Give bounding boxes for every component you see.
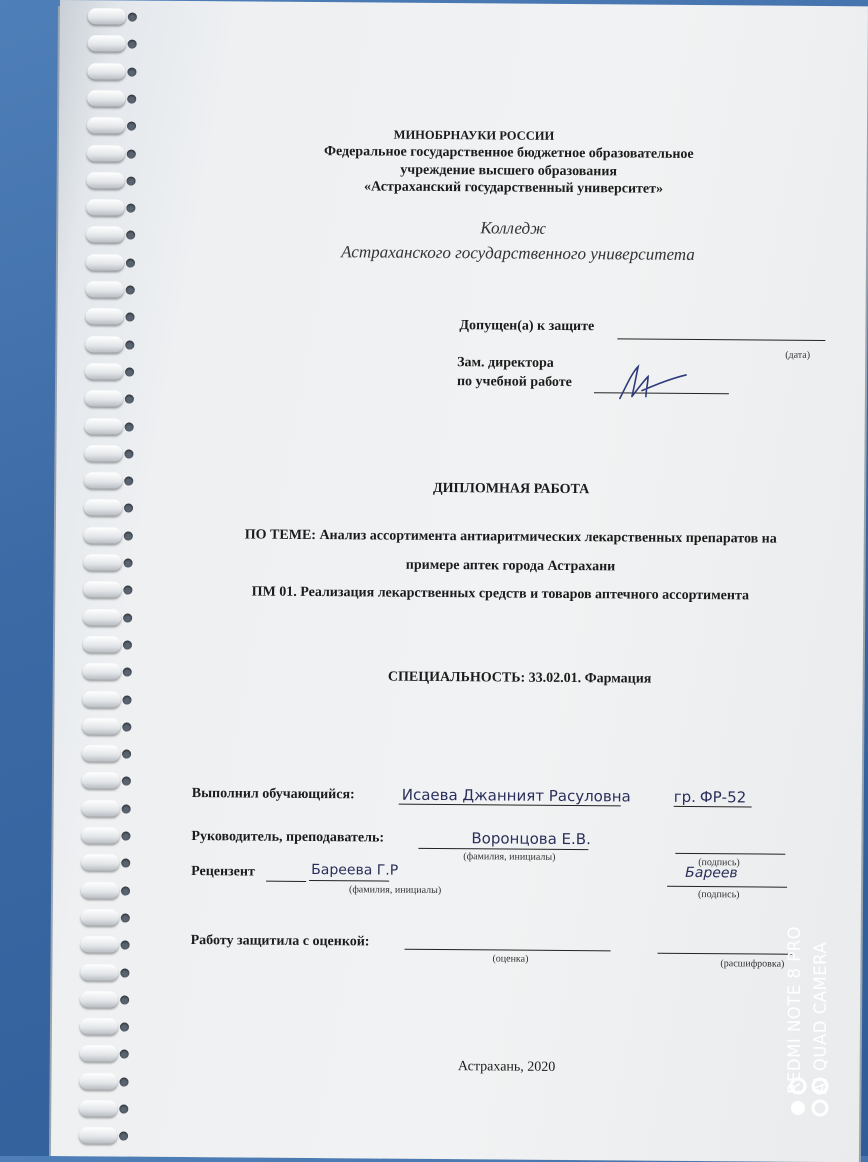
document-page <box>51 0 868 1162</box>
ministry-name: МИНОБРНАУКИ РОССИИ <box>393 127 555 143</box>
decode-line <box>658 953 793 955</box>
binding-ring <box>79 361 151 382</box>
binding-ring <box>80 279 152 300</box>
reviewer-signature-caption: (подпись) <box>697 889 740 901</box>
binding-spiral <box>73 0 154 1157</box>
group-value: ФР-52 <box>699 788 747 807</box>
binding-ring <box>75 825 147 846</box>
binding-ring <box>81 61 153 82</box>
institution-line-1: Федеральное государственное бюджетное образовательное <box>323 144 694 162</box>
deputy-signature-icon <box>612 362 692 403</box>
student-label: Выполнил обучающийся: <box>191 786 355 803</box>
supervisor-name-line <box>418 848 588 850</box>
date-caption: (дата) <box>785 349 811 361</box>
binding-ring <box>74 989 146 1010</box>
binding-ring <box>82 6 154 27</box>
supervisor-name-caption: (фамилия, инициалы) <box>463 851 556 863</box>
binding-ring <box>81 170 153 191</box>
reviewer-label: Рецензент <box>191 864 255 880</box>
supervisor-label: Руководитель, преподаватель: <box>191 829 385 846</box>
binding-ring <box>76 716 148 737</box>
binding-ring <box>76 689 148 710</box>
work-title: ДИПЛОМНАЯ РАБОТА <box>432 480 590 498</box>
module-line: ПМ 01. Реализация лекарственных средств и товаров аптечного ассортимента <box>251 584 750 604</box>
binding-ring <box>77 579 149 600</box>
binding-ring <box>78 470 150 491</box>
binding-ring <box>75 934 147 955</box>
grade-line <box>405 949 611 952</box>
binding-ring <box>76 798 148 819</box>
grade-caption: (оценка) <box>492 953 529 965</box>
reviewer-signature-line <box>667 886 787 888</box>
binding-ring <box>79 388 151 409</box>
binding-ring <box>81 88 153 109</box>
reviewer-name-caption: (фамилия, инициалы) <box>348 884 442 897</box>
topic-line-2: примере аптек города Астрахани <box>405 557 616 575</box>
institution-line-2: учреждение высшего образования <box>400 162 618 180</box>
college-line-1: Колледж <box>480 218 547 238</box>
binding-ring <box>79 334 151 355</box>
binding-ring <box>80 197 152 218</box>
decode-caption: (расшифровка) <box>720 958 785 970</box>
binding-ring <box>77 661 149 682</box>
binding-ring <box>75 880 147 901</box>
group-line <box>674 806 752 808</box>
supervisor-name: Воронцова Е.В. <box>471 829 591 849</box>
topic-line-1: ПО ТЕМЕ: Анализ ассортимента антиаритмических лекарственных препаратов на <box>244 527 777 547</box>
binding-ring <box>76 771 148 792</box>
binding-ring <box>75 852 147 873</box>
binding-ring <box>79 306 151 327</box>
binding-ring <box>73 1071 145 1092</box>
binding-ring <box>77 634 149 655</box>
binding-ring <box>78 525 150 546</box>
specialty-line: СПЕЦИАЛЬНОСТЬ: 33.02.01. Фармация <box>387 669 652 687</box>
city-year: Астрахань, 2020 <box>457 1059 556 1075</box>
binding-ring <box>73 1098 145 1119</box>
binding-ring <box>80 225 152 246</box>
watermark-line-2: AI QUAD CAMERA <box>811 941 830 1094</box>
binding-ring <box>76 743 148 764</box>
college-line-2: Астраханского государственного университета <box>341 242 695 264</box>
binding-ring <box>77 607 149 628</box>
binding-ring <box>75 907 147 928</box>
deputy-line-1: Зам. директора <box>457 355 554 371</box>
binding-ring <box>73 1125 145 1146</box>
reviewer-gap-line <box>266 881 306 882</box>
admitted-label: Допущен(а) к защите <box>459 318 595 335</box>
binding-ring <box>80 252 152 273</box>
supervisor-signature-caption: (подпись) <box>698 857 740 869</box>
binding-ring <box>81 115 153 136</box>
binding-ring <box>78 498 150 519</box>
deputy-line-2: по учебной работе <box>456 374 572 391</box>
university-name: «Астраханский государственный университет» <box>363 179 664 197</box>
binding-ring <box>82 33 154 54</box>
camera-logo-icon <box>786 1074 834 1122</box>
supervisor-signature-line <box>675 853 785 855</box>
binding-ring <box>78 552 150 573</box>
reviewer-name-line <box>309 880 389 882</box>
defense-label: Работу защитила с оценкой: <box>190 933 370 950</box>
watermark-line-1: REDMI NOTE 8 PRO <box>785 925 804 1094</box>
binding-ring <box>74 1044 146 1065</box>
reviewer-name: Бареева Г.Р <box>311 861 399 879</box>
binding-ring <box>74 962 146 983</box>
admitted-date-line <box>617 338 825 341</box>
reviewer-signature-icon: Бареев <box>685 864 738 882</box>
binding-ring <box>79 416 151 437</box>
student-name: Исаева Джанният Расуловна <box>401 785 631 806</box>
binding-ring <box>74 1016 146 1037</box>
group-label: гр. <box>673 787 697 807</box>
binding-ring <box>78 443 150 464</box>
binding-ring <box>81 143 153 164</box>
